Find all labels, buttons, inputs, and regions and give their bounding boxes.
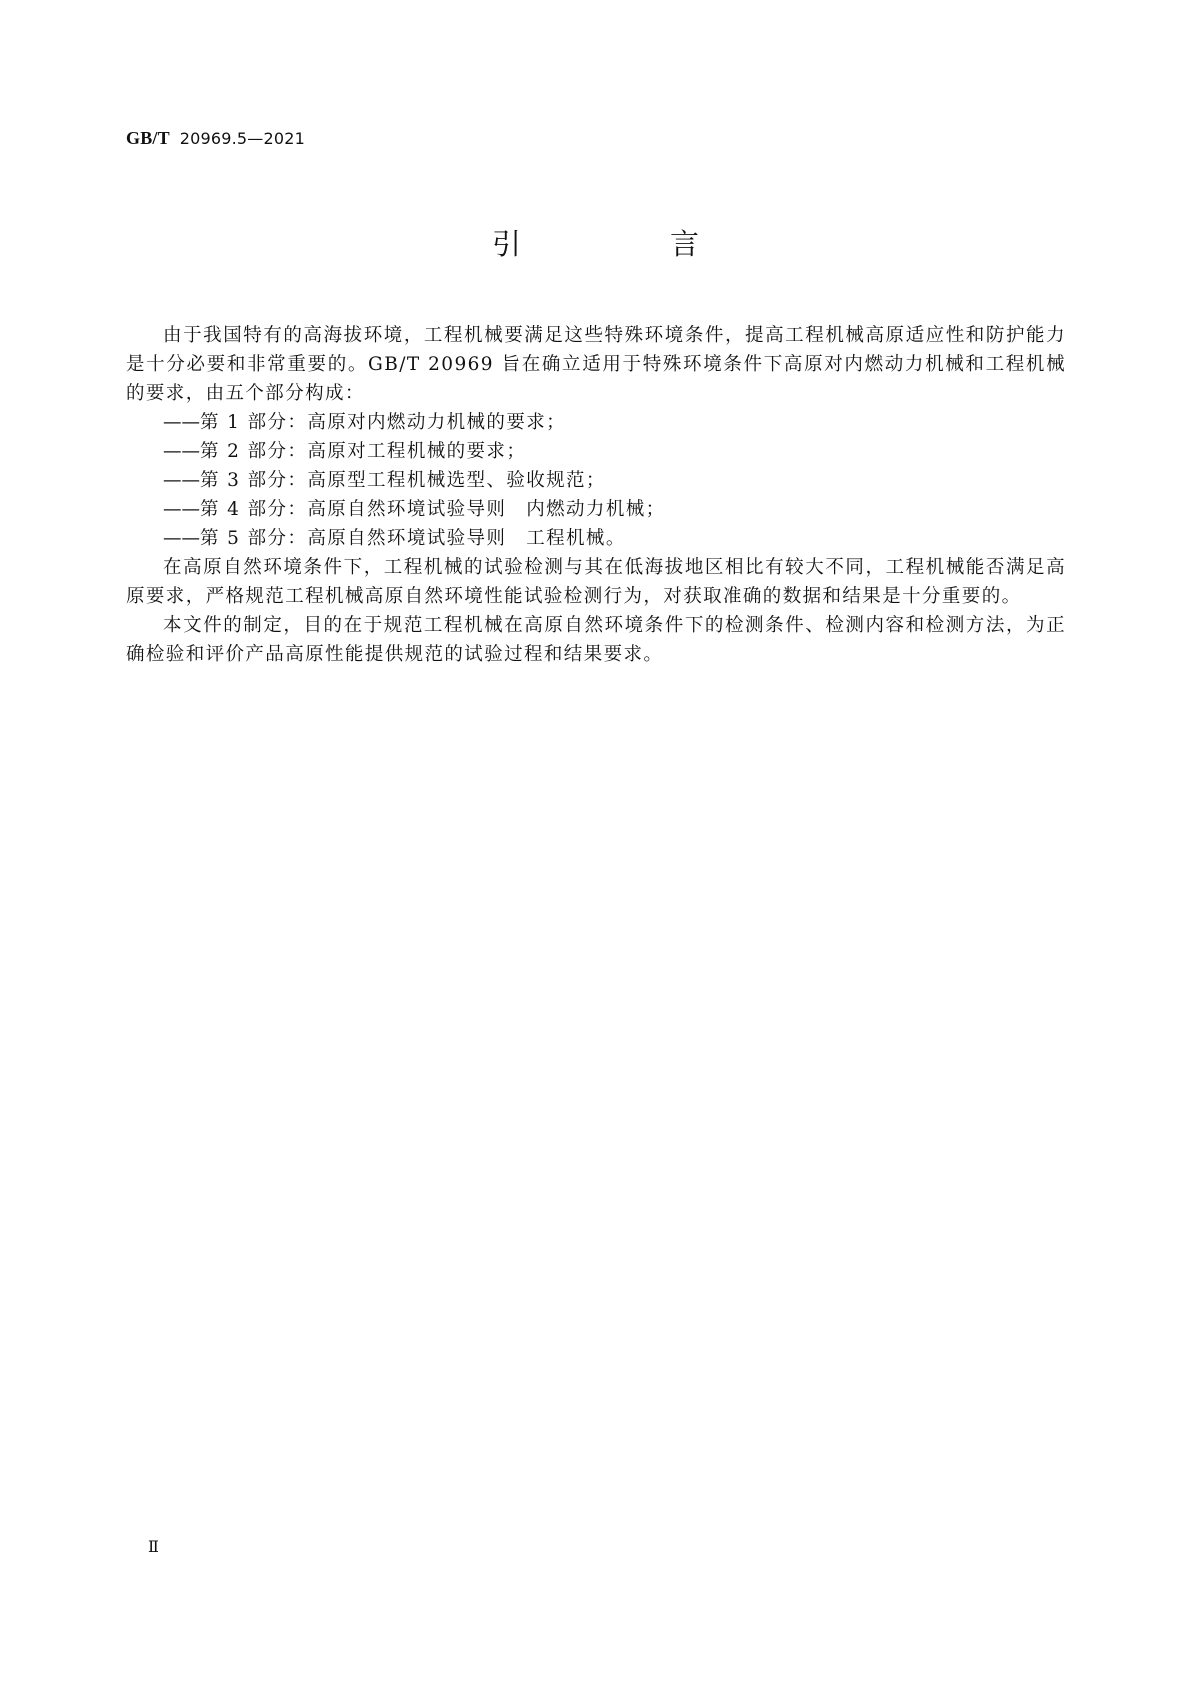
- section-title: 引 言: [491, 227, 759, 261]
- list-item: [126, 437, 1066, 466]
- document-body: [126, 321, 1066, 669]
- standard-year-number: 20969.5—2021: [179, 129, 305, 148]
- list-item-text: 第 1 部分：高原对内燃动力机械的要求；: [200, 412, 567, 433]
- list-dash: ——: [163, 412, 200, 433]
- purpose-paragraph: 本文件的制定，目的在于规范工程机械在高原自然环境条件下的检测条件、检测内容和检测方法，为正确检验和评价产品高原性能提供规范的试验过程和结果要求。: [126, 615, 1066, 665]
- list-dash: ——: [163, 528, 200, 549]
- testing-paragraph: 在高原自然环境条件下，工程机械的试验检测与其在低海拔地区相比有较大不同，工程机械能否满足高原要求，严格规范工程机械高原自然环境性能试验检测行为，对获取准确的数据和结果是十分重要的。: [126, 557, 1066, 607]
- list-dash: ——: [163, 470, 200, 491]
- list-item: [126, 408, 1066, 437]
- list-item-text: 第 2 部分：高原对工程机械的要求；: [200, 441, 527, 462]
- list-dash: ——: [163, 441, 200, 462]
- list-item: [126, 495, 1066, 524]
- list-item: [126, 524, 1066, 553]
- standard-number: [126, 127, 305, 150]
- list-item-text: 第 3 部分：高原型工程机械选型、验收规范；: [200, 470, 606, 491]
- list-item: [126, 466, 1066, 495]
- page-number: Ⅱ: [148, 1537, 159, 1556]
- standard-code: GB/T: [126, 128, 170, 148]
- list-item-text: 第 5 部分：高原自然环境试验导则 工程机械。: [200, 528, 626, 549]
- parts-list: [126, 408, 1066, 553]
- intro-paragraph: 由于我国特有的高海拔环境，工程机械要满足这些特殊环境条件，提高工程机械高原适应性和防护能力是十分必要和非常重要的。GB/T 20969 旨在确立适用于特殊环境条件下高原对内燃动力机械和工程机械的要求，由五个部分构成：: [126, 325, 1066, 404]
- list-dash: ——: [163, 499, 200, 520]
- list-item-text: 第 4 部分：高原自然环境试验导则 内燃动力机械；: [200, 499, 666, 520]
